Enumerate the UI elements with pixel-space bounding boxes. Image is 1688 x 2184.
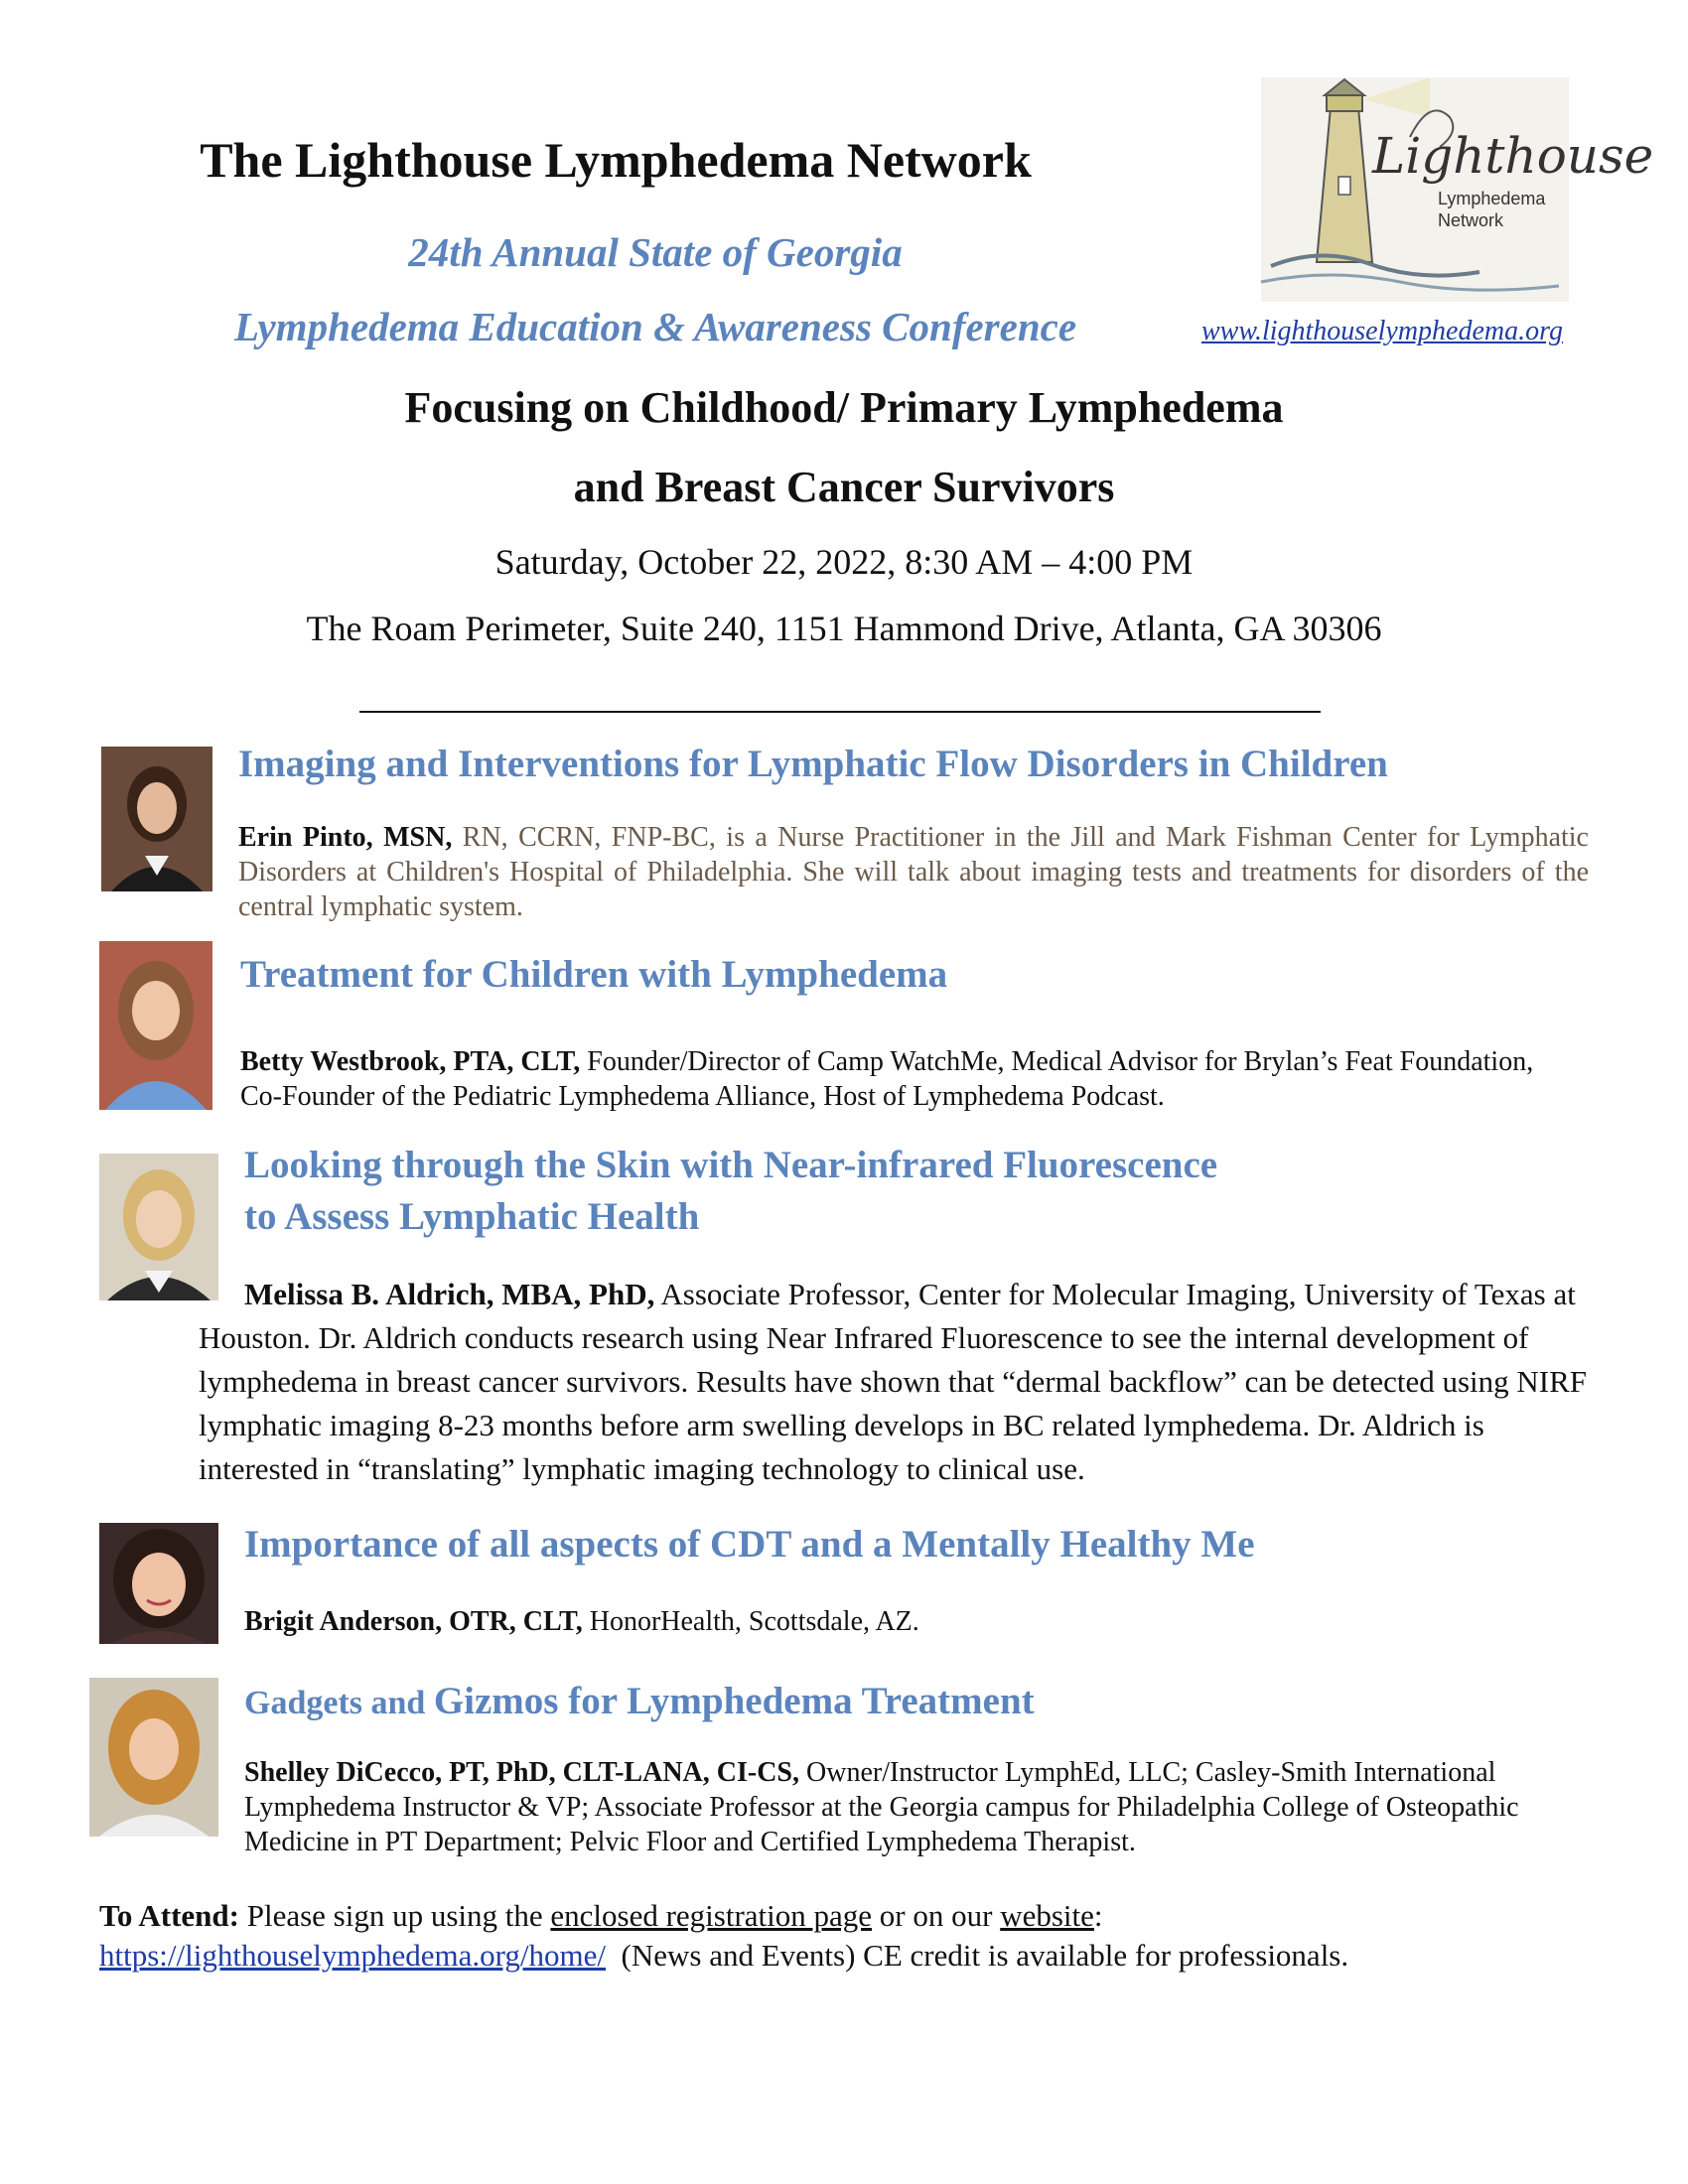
attend-text-4: (News and Events) CE credit is available for professionals. <box>606 1938 1349 1973</box>
talk-bio-2 <box>240 1044 1571 1114</box>
speaker-photo-erin-pinto <box>101 747 212 891</box>
speaker-photo-shelley-dicecco <box>89 1678 218 1837</box>
lighthouse-icon <box>1261 77 1654 302</box>
org-title: The Lighthouse Lymphedema Network <box>200 132 1032 188</box>
logo-word: Lighthouse <box>1372 127 1654 185</box>
speaker-name-5: Shelley DiCecco, PT, PhD, CLT-LANA, CI-CS, <box>244 1757 799 1788</box>
speaker-bio-4: HonorHealth, Scottsdale, AZ. <box>582 1606 919 1637</box>
logo-line3: Network <box>1438 210 1504 230</box>
talk-bio-5 <box>244 1755 1535 1859</box>
talk-title-5 <box>244 1676 1555 1729</box>
attend-text-2: or on our <box>872 1898 1001 1933</box>
speaker-bio-1: is a Nurse Practitioner in the Jill and Mark Fishman Center for Lymphatic Disorders at Children's Hospital of Philadelphia. She will talk about imaging tests and treatments for disorders of the central lymphatic system. <box>238 822 1589 922</box>
portrait-icon <box>99 941 212 1110</box>
registration-page-link[interactable]: enclosed registration page <box>550 1898 873 1933</box>
portrait-icon <box>101 747 212 891</box>
talk-title-3-line-1: Looking through the Skin with Near-infrared Fluorescence <box>244 1144 1218 1186</box>
event-venue: The Roam Perimeter, Suite 240, 1151 Hammond Drive, Atlanta, GA 30306 <box>306 609 1382 648</box>
divider <box>359 711 1321 713</box>
portrait-icon <box>99 1523 218 1644</box>
conference-subtitle-1: 24th Annual State of Georgia <box>408 229 903 275</box>
talk-title-5-main: Gizmos for Lymphedema Treatment <box>433 1680 1035 1722</box>
talk-title-1: Imaging and Interventions for Lymphatic Flow Disorders in Children <box>238 743 1388 785</box>
speaker-name-2: Betty Westbrook, PTA, CLT, <box>240 1046 581 1077</box>
logo-line2: Lymphedema <box>1438 189 1546 208</box>
attend-section <box>99 1896 1589 1976</box>
speaker-photo-betty-westbrook <box>99 941 212 1110</box>
attend-label: To Attend: <box>99 1898 239 1933</box>
speaker-bio-3: Associate Professor, Center for Molecular Imaging, University of Texas at Houston. Dr. Aldrich conducts research using Near Infrared Fluorescence to see the internal development of lymphedema in breast cancer survivors. Results have shown that “dermal backflow” can be detected using NIRF lymphatic imaging 8-23 months before arm swelling develops in BC related lymphedema. Dr. Aldrich is interested in “translating” lymphatic imaging technology to clinical use. <box>199 1277 1588 1486</box>
talk-title-3-line-2: to Assess Lymphatic Health <box>244 1195 700 1238</box>
speaker-credentials-1: RN, CCRN, FNP-BC, <box>462 822 716 853</box>
focus-line-2: and Breast Cancer Survivors <box>573 463 1115 511</box>
speaker-bio-2: Founder/Director of Camp WatchMe, Medical Advisor for Brylan’s Feat Foundation, Co-Founder of the Pediatric Lymphedema Alliance, Host of Lymphedema Podcast. <box>240 1046 1534 1112</box>
portrait-icon <box>89 1678 218 1837</box>
lighthouse-logo <box>1261 77 1654 302</box>
talk-bio-4 <box>244 1604 1555 1639</box>
talk-bio-1 <box>238 820 1589 924</box>
conference-subtitle-2: Lymphedema Education & Awareness Conference <box>233 304 1077 349</box>
event-date: Saturday, October 22, 2022, 8:30 AM – 4:00 PM <box>494 542 1194 582</box>
attend-text-1: Please sign up using the <box>238 1898 551 1933</box>
talk-title-3 <box>244 1140 1535 1243</box>
speaker-name-1: Erin Pinto, MSN, <box>238 822 463 853</box>
website-text-link[interactable]: website <box>1000 1898 1094 1933</box>
speaker-photo-brigit-anderson <box>99 1523 218 1644</box>
speaker-name-3: Melissa B. Aldrich, MBA, PhD, <box>244 1277 655 1311</box>
speaker-bio-5: Owner/Instructor LymphEd, LLC; Casley-Smith International Lymphedema Instructor & VP; Associate Professor at the Georgia campus for Philadelphia College of Osteopathic Medicine in PT Department; Pelvic Floor and Certified Lymphedema Therapist. <box>244 1757 1519 1857</box>
speaker-name-4: Brigit Anderson, OTR, CLT, <box>244 1606 583 1637</box>
talk-title-5-prefix: Gadgets and <box>244 1685 434 1721</box>
registration-url-link[interactable]: https://lighthouselymphedema.org/home/ <box>99 1938 607 1973</box>
talk-title-4: Importance of all aspects of CDT and a Mentally Healthy Me <box>244 1523 1255 1566</box>
attend-text-3: : <box>1093 1898 1103 1933</box>
website-link[interactable]: www.lighthouselymphedema.org <box>1201 316 1563 346</box>
talk-bio-3 <box>199 1273 1589 1491</box>
talk-title-2: Treatment for Children with Lymphedema <box>240 953 948 996</box>
focus-line-1: Focusing on Childhood/ Primary Lymphedema <box>404 383 1284 432</box>
